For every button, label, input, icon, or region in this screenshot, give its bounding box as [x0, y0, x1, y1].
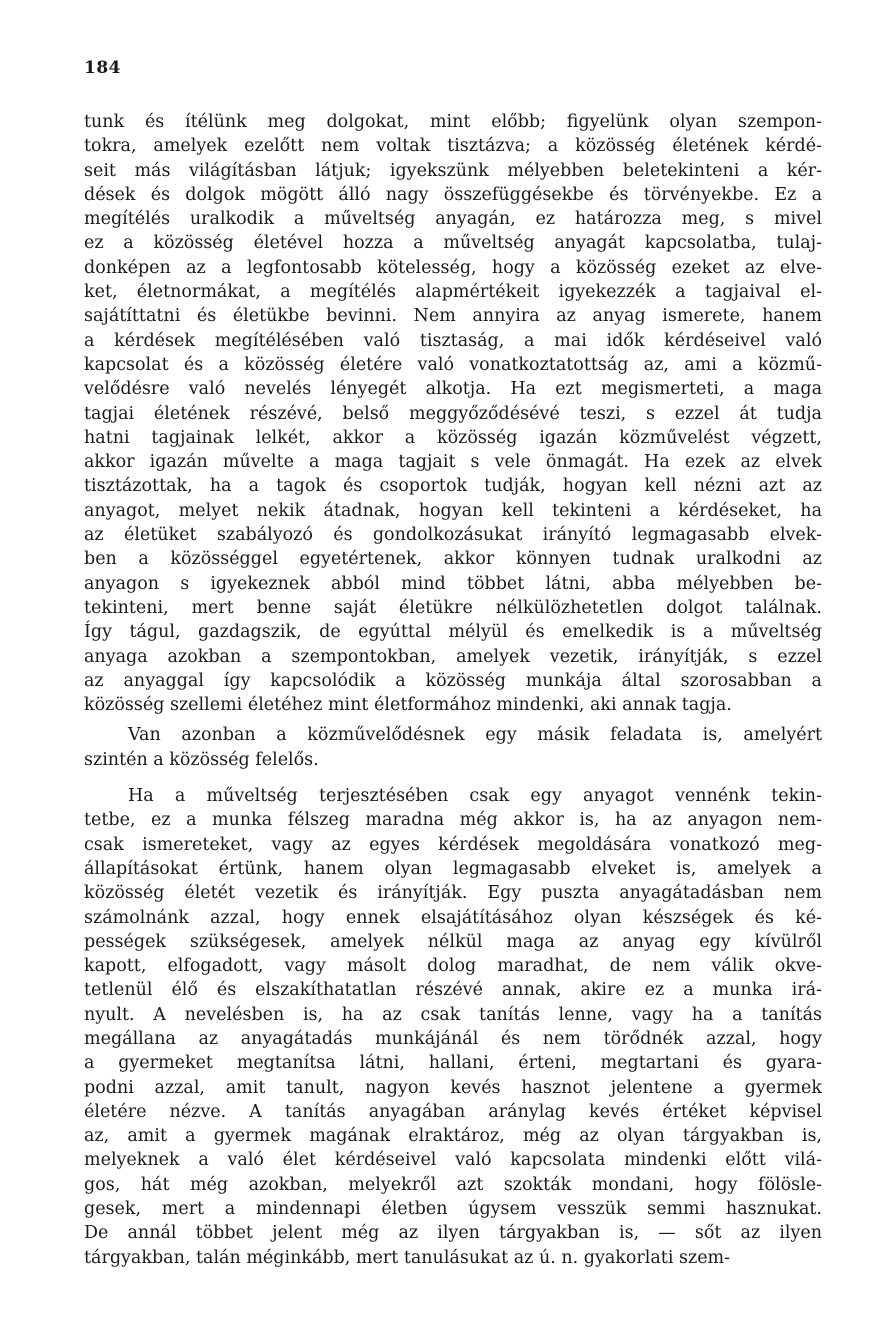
text-line: közösség szellemi életéhez mint életformához mindenki, aki annak tagja.	[84, 695, 732, 716]
page-number: 184	[84, 58, 121, 78]
text-line: ket, életnormákat, a megítélés alapmértékeit igyekezzék a tagjaival el-	[84, 282, 822, 303]
text-line: podni azzal, amit tanult, nagyon kevés hasznot jelentene a gyermek	[84, 1077, 822, 1098]
text-line: tetlenül élő és elszakíthatatlan részévé annak, akire ez a munka irá-	[84, 980, 822, 1001]
text-line: ben a közösséggel egyetértenek, akkor könnyen tudnak uralkodni az	[84, 549, 822, 570]
paragraph-3	[84, 784, 822, 1270]
text-line: anyagon s igyekeznek abból mind többet látni, abba mélyebben be-	[84, 573, 822, 594]
text-line: tokra, amelyek ezelőtt nem voltak tisztázva; a közösség életének kérdé-	[84, 136, 822, 157]
paragraph-1	[84, 110, 822, 717]
text-line: kapott, elfogadott, vagy másolt dolog maradhat, de nem válik okve-	[84, 956, 822, 977]
body-text	[84, 110, 822, 1270]
text-line: sajátíttatni és életükbe bevinni. Nem annyira az anyag ismerete, hanem	[84, 306, 822, 327]
text-line: tetbe, ez a munka félszeg maradna még akkor is, ha az anyagon nem-	[84, 810, 822, 831]
text-line: az, amit a gyermek magának elraktároz, még az olyan tárgyakban is,	[84, 1126, 822, 1147]
text-line: melyeknek a való élet kérdéseivel való kapcsolata mindenki előtt vilá-	[84, 1150, 822, 1171]
text-line: szintén a közösség felelős.	[84, 749, 319, 770]
text-line: De annál többet jelent még az ilyen tárgyakban is, — sőt az ilyen	[84, 1223, 822, 1244]
text-line: nyult. A nevelésben is, ha az csak tanítás lenne, vagy ha a tanítás	[84, 1004, 822, 1025]
text-line: gesek, mert a mindennapi életben úgysem vesszük semmi hasznukat.	[84, 1199, 822, 1220]
text-line: számolnánk azzal, hogy ennek elsajátításához olyan készségek és ké-	[84, 907, 822, 928]
text-line: az anyaggal így kapcsolódik a közösség munkája által szorosabban a	[84, 670, 822, 691]
text-line: dések és dolgok mögött álló nagy összefüggésekbe és törvényekbe. Ez a	[84, 184, 822, 205]
text-line: tisztázottak, ha a tagok és csoportok tudják, hogyan kell nézni azt az	[84, 476, 822, 497]
text-line: tárgyakban, talán méginkább, mert tanulásukat az ú. n. gyakorlati szem-	[84, 1247, 731, 1268]
text-line: állapításokat értünk, hanem olyan legmagasabb elveket is, amelyek a	[84, 858, 822, 879]
text-line: életére nézve. A tanítás anyagában aránylag kevés értéket képvisel	[84, 1101, 822, 1122]
text-line: seit más világításban látjuk; igyekszünk mélyebben beletekinteni a kér-	[84, 160, 822, 181]
text-line: Így tágul, gazdagszik, de egyúttal mélyül és emelkedik is a műveltség	[84, 622, 822, 643]
text-line: kapcsolat és a közösség életére való vonatkoztatottság az, ami a közmű-	[84, 354, 822, 375]
text-line: közösség életét vezetik és irányítják. Egy puszta anyagátadásban nem	[84, 883, 822, 904]
text-line: gos, hát még azokban, melyekről azt szokták mondani, hogy fölösle-	[84, 1174, 822, 1195]
paragraph-gap	[84, 772, 822, 784]
text-line: megítélés uralkodik a műveltség anyagán, ez határozza meg, s mivel	[84, 209, 822, 230]
text-line: megállana az anyagátadás munkájánál és nem törődnék azzal, hogy	[84, 1028, 822, 1049]
text-line: csak ismereteket, vagy az egyes kérdések megoldására vonatkozó meg-	[84, 834, 822, 855]
text-line: pességek szükségesek, amelyek nélkül maga az anyag egy kívülről	[84, 931, 822, 952]
text-line: anyaga azokban a szempontokban, amelyek vezetik, irányítják, s ezzel	[84, 646, 822, 667]
text-line: tagjai életének részévé, belső meggyőződésévé teszi, s ezzel át tudja	[84, 403, 822, 424]
text-line: tunk és ítélünk meg dolgokat, mint előbb; figyelünk olyan szempon-	[84, 112, 822, 132]
text-line: a gyermeket megtanítsa látni, hallani, érteni, megtartani és gyara-	[84, 1053, 822, 1074]
paragraph-2	[84, 723, 822, 772]
text-line: tekinteni, mert benne saját életükre nélkülözhetetlen dolgot találnak.	[84, 597, 822, 618]
text-line: hatni tagjainak lelkét, akkor a közösség igazán közművelést végzett,	[84, 427, 822, 448]
text-line: Ha a műveltség terjesztésében csak egy anyagot vennénk tekin-	[128, 786, 822, 807]
text-line: donképen az a legfontosabb kötelesség, hogy a közösség ezeket az elve-	[84, 257, 822, 278]
text-line: anyagot, melyet nekik átadnak, hogyan kell tekinteni a kérdéseket, ha	[84, 500, 822, 521]
text-line: a kérdések megítélésében való tisztaság, a mai idők kérdéseivel való	[84, 330, 822, 351]
text-line: velődésre való nevelés lényegét alkotja. Ha ezt megismerteti, a maga	[84, 379, 822, 400]
text-line: akkor igazán művelte a maga tagjait s vele önmagát. Ha ezek az elvek	[84, 452, 822, 473]
text-line: Van azonban a közművelődésnek egy másik feladata is, amelyért	[128, 725, 822, 746]
text-line: az életüket szabályozó és gondolkozásukat irányító legmagasabb elvek-	[84, 525, 822, 546]
text-line: ez a közösség életével hozza a műveltség anyagát kapcsolatba, tulaj-	[84, 233, 822, 254]
